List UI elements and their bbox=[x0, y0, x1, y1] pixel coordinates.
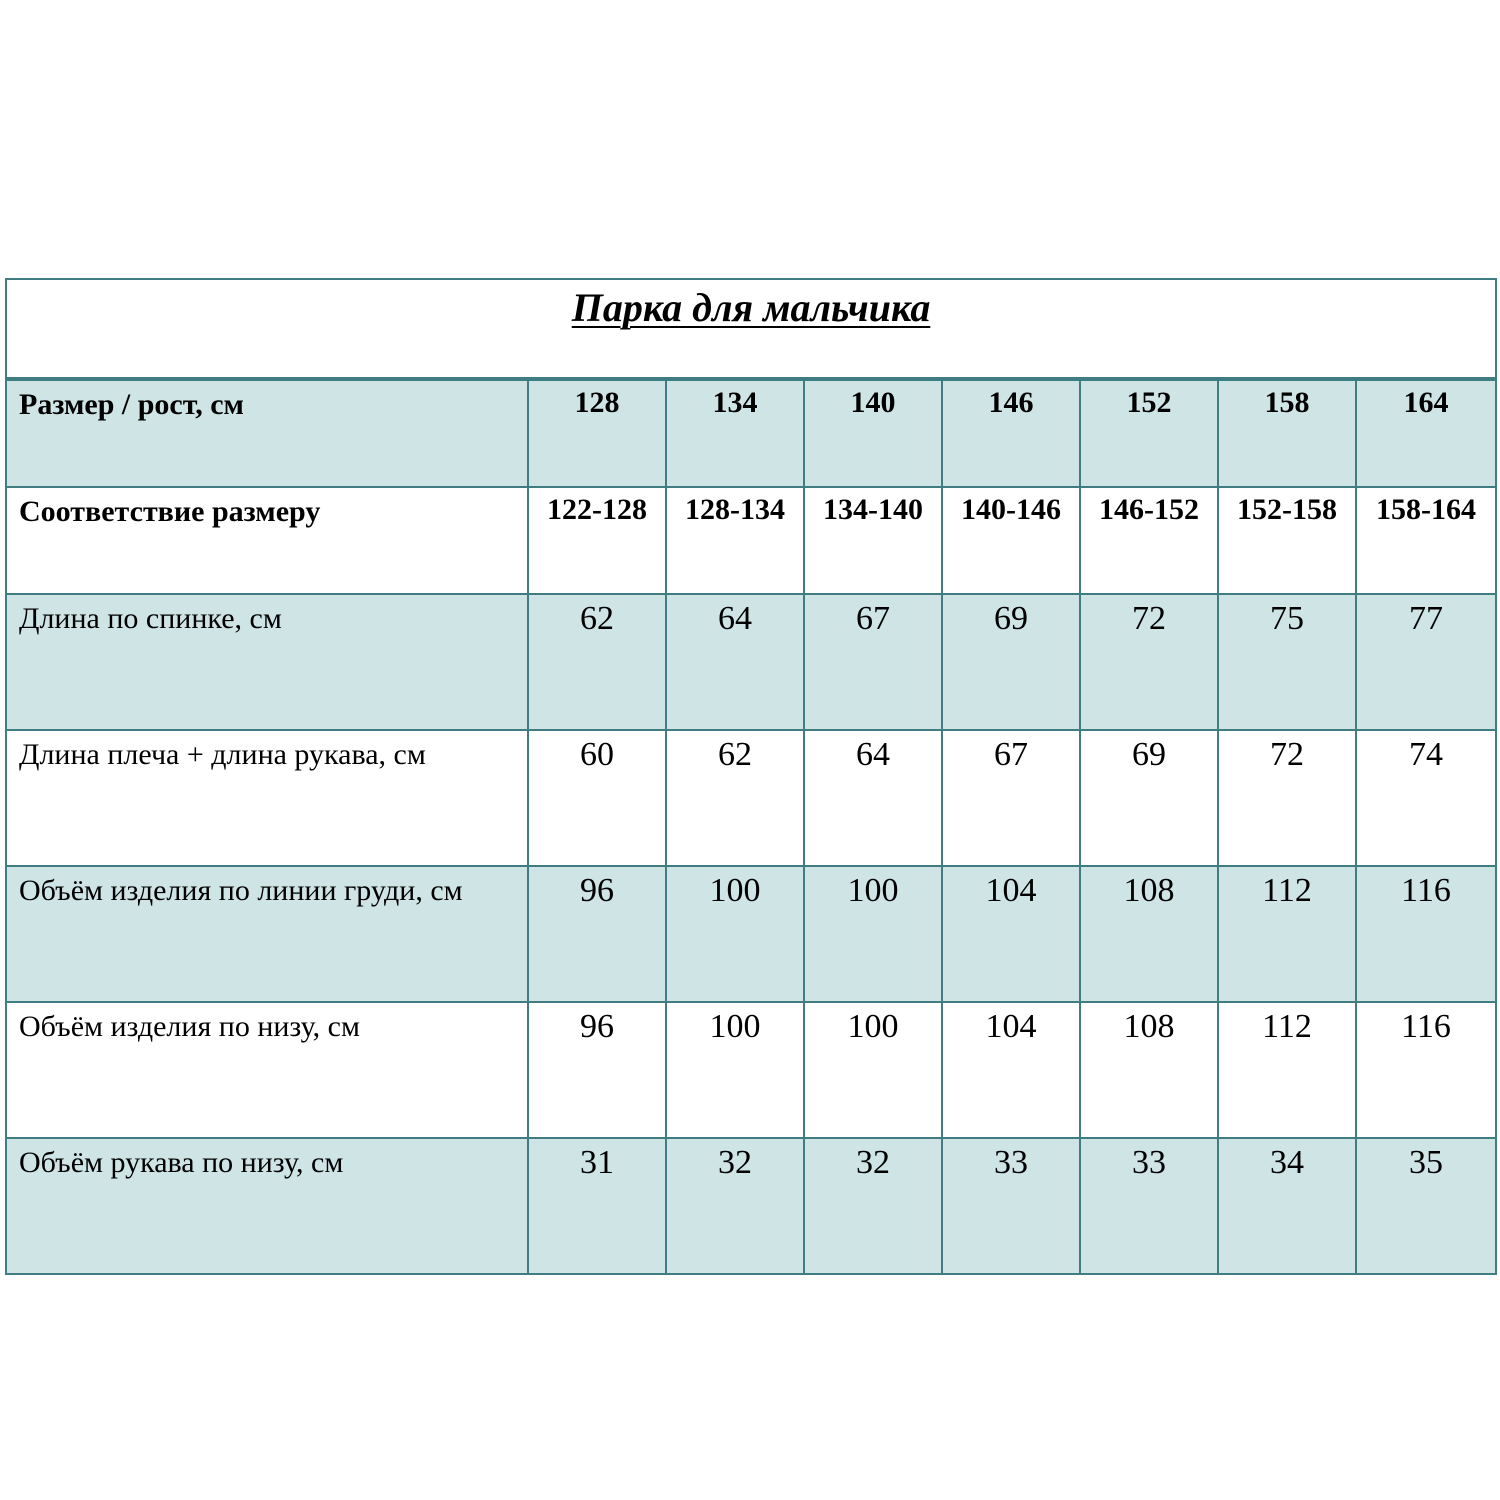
value-cell: 116 bbox=[1356, 1002, 1496, 1138]
value-cell: 100 bbox=[804, 866, 942, 1002]
row-label: Объём рукава по низу, см bbox=[6, 1138, 528, 1274]
row-back-length bbox=[6, 594, 1496, 730]
value-cell: 75 bbox=[1218, 594, 1356, 730]
row-shoulder-sleeve-length bbox=[6, 730, 1496, 866]
value-cell: 96 bbox=[528, 866, 666, 1002]
value-cell: 104 bbox=[942, 866, 1080, 1002]
value-cell: 140 bbox=[804, 379, 942, 487]
value-cell: 104 bbox=[942, 1002, 1080, 1138]
value-cell: 34 bbox=[1218, 1138, 1356, 1274]
value-cell: 31 bbox=[528, 1138, 666, 1274]
title-cell bbox=[6, 279, 1496, 379]
value-cell: 108 bbox=[1080, 1002, 1218, 1138]
row-size-correspondence bbox=[6, 487, 1496, 594]
value-cell: 128 bbox=[528, 379, 666, 487]
row-hem-volume bbox=[6, 1002, 1496, 1138]
row-label: Длина плеча + длина рукава, см bbox=[6, 730, 528, 866]
value-cell: 74 bbox=[1356, 730, 1496, 866]
value-cell: 67 bbox=[804, 594, 942, 730]
value-cell: 116 bbox=[1356, 866, 1496, 1002]
value-cell: 134 bbox=[666, 379, 804, 487]
value-cell: 152 bbox=[1080, 379, 1218, 487]
row-chest-volume bbox=[6, 866, 1496, 1002]
value-cell: 158 bbox=[1218, 379, 1356, 487]
value-cell: 108 bbox=[1080, 866, 1218, 1002]
value-cell: 60 bbox=[528, 730, 666, 866]
value-cell: 100 bbox=[666, 1002, 804, 1138]
value-cell: 134-140 bbox=[804, 487, 942, 594]
value-cell: 32 bbox=[804, 1138, 942, 1274]
value-cell: 122-128 bbox=[528, 487, 666, 594]
value-cell: 62 bbox=[666, 730, 804, 866]
value-cell: 100 bbox=[666, 866, 804, 1002]
value-cell: 67 bbox=[942, 730, 1080, 866]
title-row bbox=[6, 279, 1496, 379]
value-cell: 112 bbox=[1218, 866, 1356, 1002]
value-cell: 164 bbox=[1356, 379, 1496, 487]
value-cell: 33 bbox=[1080, 1138, 1218, 1274]
value-cell: 69 bbox=[1080, 730, 1218, 866]
row-label: Соответствие размеру bbox=[6, 487, 528, 594]
value-cell: 64 bbox=[666, 594, 804, 730]
row-sleeve-hem-volume bbox=[6, 1138, 1496, 1274]
value-cell: 32 bbox=[666, 1138, 804, 1274]
value-cell: 72 bbox=[1080, 594, 1218, 730]
row-size-height bbox=[6, 379, 1496, 487]
value-cell: 33 bbox=[942, 1138, 1080, 1274]
value-cell: 64 bbox=[804, 730, 942, 866]
value-cell: 96 bbox=[528, 1002, 666, 1138]
size-chart-table bbox=[5, 278, 1497, 1275]
value-cell: 140-146 bbox=[942, 487, 1080, 594]
value-cell: 100 bbox=[804, 1002, 942, 1138]
row-label: Объём изделия по линии груди, см bbox=[6, 866, 528, 1002]
value-cell: 35 bbox=[1356, 1138, 1496, 1274]
row-label: Длина по спинке, см bbox=[6, 594, 528, 730]
value-cell: 158-164 bbox=[1356, 487, 1496, 594]
value-cell: 72 bbox=[1218, 730, 1356, 866]
value-cell: 62 bbox=[528, 594, 666, 730]
value-cell: 69 bbox=[942, 594, 1080, 730]
chart-title: Парка для мальчика bbox=[571, 285, 931, 330]
value-cell: 112 bbox=[1218, 1002, 1356, 1138]
row-label: Размер / рост, см bbox=[6, 379, 528, 487]
value-cell: 77 bbox=[1356, 594, 1496, 730]
value-cell: 152-158 bbox=[1218, 487, 1356, 594]
value-cell: 146-152 bbox=[1080, 487, 1218, 594]
value-cell: 128-134 bbox=[666, 487, 804, 594]
value-cell: 146 bbox=[942, 379, 1080, 487]
row-label: Объём изделия по низу, см bbox=[6, 1002, 528, 1138]
size-chart-body bbox=[6, 279, 1496, 1274]
